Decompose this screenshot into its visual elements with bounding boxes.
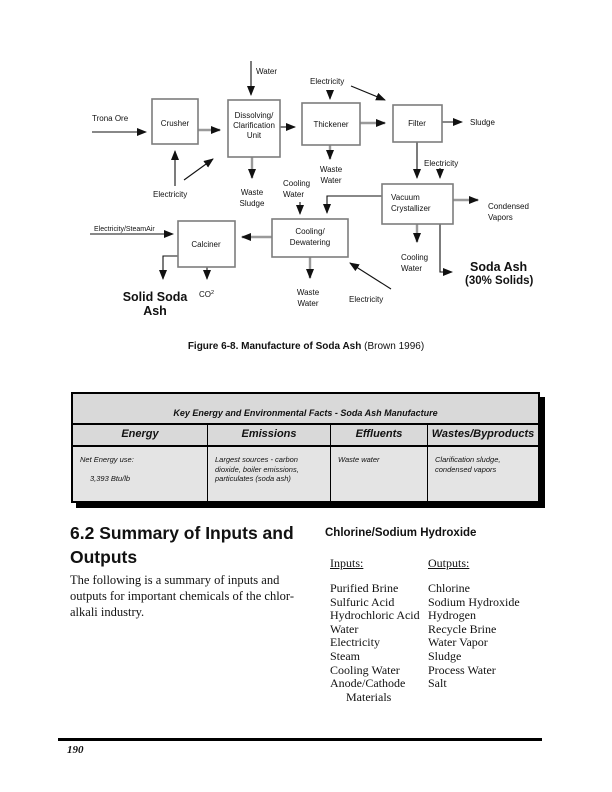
page-number: 190 <box>67 744 84 756</box>
waste-water-cd-label-1: Waste <box>296 288 320 297</box>
cooling-water-out-label-1: Cooling <box>401 253 429 262</box>
cooling-water-in-label-2: Water <box>283 190 305 199</box>
energy-cell-line1: Net Energy use: <box>80 455 134 464</box>
energy-cell <box>73 447 207 501</box>
trona-ore-label: Trona Ore <box>92 114 129 123</box>
column-header-energy: Energy <box>121 428 159 440</box>
soda-ash-label: Soda Ash <box>470 260 528 274</box>
body-line: outputs for important chemicals of the chlor- <box>70 589 294 604</box>
electricity-steamair-label: Electricity/SteamAir <box>94 226 155 233</box>
effluents-cell: Waste water <box>330 447 427 501</box>
electricity-crusher-label: Electricity <box>153 190 188 199</box>
solid-soda-ash-label-2: Ash <box>143 304 167 318</box>
inputs-label: Inputs: <box>330 556 364 570</box>
outputs-list <box>428 582 520 691</box>
figure-caption <box>0 341 612 352</box>
energy-cell-line2: 3,393 Btu/lb <box>90 473 131 483</box>
co2-superscript: 2 <box>211 290 215 296</box>
vacuum-label-1: Vacuum <box>391 193 420 202</box>
list-item: Water <box>330 621 359 636</box>
inputs-list <box>330 582 442 704</box>
section-heading: 6.2 Summary of Inputs and Outputs <box>70 523 294 567</box>
solid-soda-ash-label-1: Solid Soda <box>122 290 188 304</box>
list-item: Process Water <box>428 662 496 677</box>
co2-base: CO <box>199 290 211 299</box>
condensed-vapors-label-2: Vapors <box>488 213 513 222</box>
column-header-emissions: Emissions <box>207 425 330 445</box>
arrow-electricity-dissolving <box>184 159 213 180</box>
arrow-crystallizer-coolingdewatering <box>327 196 382 213</box>
arrow-electricity-coolingdewatering <box>350 263 391 289</box>
body-line: alkali industry. <box>70 605 145 620</box>
sludge-label: Sludge <box>470 118 495 127</box>
electricity-crystallizer-label: Electricity <box>424 159 459 168</box>
facts-table-header-row <box>73 425 538 447</box>
water-label: Water <box>256 67 278 76</box>
list-item: Purified Brine <box>330 581 399 595</box>
co2-label <box>199 290 214 299</box>
body-line: The following is a summary of inputs and <box>70 573 280 587</box>
list-item: Electricity <box>330 635 380 650</box>
arrow-calciner-solidsodaash <box>163 256 178 279</box>
waste-water-cd-label-2: Water <box>297 299 319 308</box>
crusher-label: Crusher <box>160 119 190 128</box>
figure-caption-bold: Figure 6-8. Manufacture of Soda Ash <box>187 341 362 352</box>
list-item: Steam <box>330 648 360 663</box>
column-header-wastes: Wastes/Byproducts <box>427 425 538 445</box>
list-item: Sulfuric Acid <box>330 594 395 609</box>
figure-caption-source: (Brown 1996) <box>361 341 425 352</box>
list-item: Cooling Water <box>330 662 400 677</box>
vacuum-label-2: Crystallizer <box>391 204 431 213</box>
outputs-label: Outputs: <box>428 556 470 570</box>
list-item: Anode/Cathode Materials <box>330 676 406 704</box>
waste-water-thickener-label-2: Water <box>320 176 342 185</box>
list-item: Salt <box>428 676 447 691</box>
thickener-label: Thickener <box>313 120 349 129</box>
filter-label: Filter <box>408 119 426 128</box>
cooling-dewatering-label-1: Cooling/ <box>295 227 325 236</box>
section-body-paragraph <box>70 572 294 621</box>
condensed-vapors-label-1: Condensed <box>488 202 529 211</box>
list-item: Water Vapor <box>428 635 488 650</box>
list-item: Recycle Brine <box>428 621 497 636</box>
list-item: Sodium Hydroxide <box>428 594 520 609</box>
soda-ash-process-flow-diagram <box>0 0 612 335</box>
cooling-dewatering-label-2: Dewatering <box>289 238 331 247</box>
waste-water-thickener-label-1: Waste <box>319 165 343 174</box>
wastes-cell: Clarification sludge, condensed vapors <box>427 447 538 501</box>
arrow-crystallizer-sodaash <box>440 224 452 272</box>
dissolving-label-2: Clarification <box>233 121 275 130</box>
list-item: Chlorine <box>428 581 470 595</box>
soda-ash-solids-label: (30% Solids) <box>465 275 534 287</box>
cooling-water-in-label-1: Cooling <box>283 179 311 188</box>
electricity-bottom-label: Electricity <box>349 295 384 304</box>
waste-sludge-label-1: Waste <box>240 188 264 197</box>
facts-table-body-row <box>73 447 538 501</box>
list-item: Hydrochloric Acid <box>330 608 420 623</box>
cooling-water-out-label-2: Water <box>401 264 423 273</box>
key-facts-table <box>71 392 540 503</box>
facts-table-title: Key Energy and Environmental Facts - Soda Ash Manufacture <box>73 394 538 425</box>
dissolving-label-1: Dissolving/ <box>234 111 274 120</box>
calciner-label: Calciner <box>191 240 221 249</box>
list-item: Sludge <box>428 648 462 663</box>
emissions-cell: Largest sources - carbon dioxide, boiler emissions, particulates (soda ash) <box>207 447 330 501</box>
electricity-top-label: Electricity <box>310 77 345 86</box>
list-item: Hydrogen <box>428 608 476 623</box>
waste-sludge-label-2: Sludge <box>239 199 265 208</box>
dissolving-label-3: Unit <box>246 131 262 140</box>
footer-divider <box>58 738 542 741</box>
arrow-electricity-filter <box>351 86 385 100</box>
chlorine-sodium-hydroxide-heading: Chlorine/Sodium Hydroxide <box>325 527 477 539</box>
column-header-effluents: Effluents <box>330 425 427 445</box>
